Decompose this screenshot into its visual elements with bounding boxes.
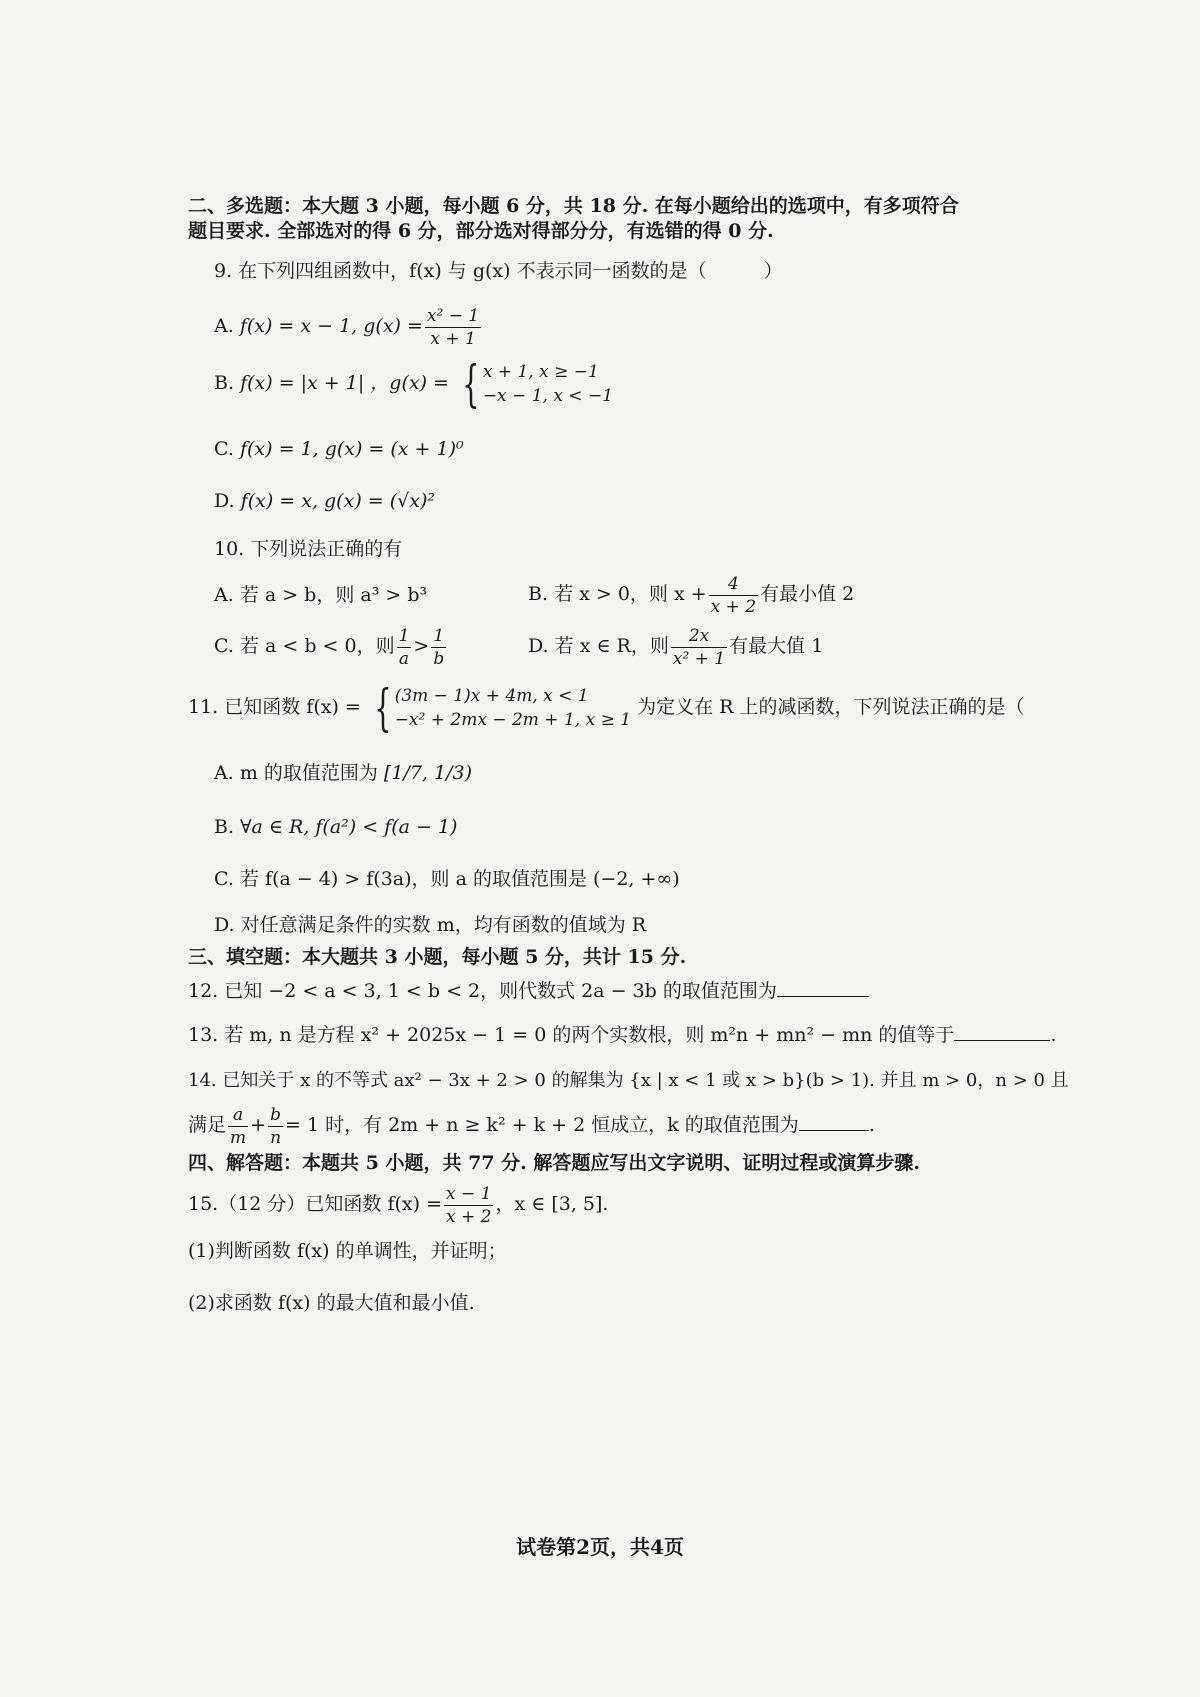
q14-line2-pre: 满足 xyxy=(188,1114,227,1136)
q10-c-fraction-2 xyxy=(431,625,446,670)
q9-b-case1: x + 1, x ≥ −1 xyxy=(482,362,599,382)
q9-d-label: D. xyxy=(214,490,235,512)
q11-option-c xyxy=(214,866,680,892)
q9-a-expr: f(x) = x − 1, g(x) = xyxy=(239,315,423,337)
q15-part2: (2)求函数 f(x) 的最大值和最小值. xyxy=(188,1292,475,1314)
q9-option-a xyxy=(214,302,483,350)
q10-d-pre: 若 x ∈ R，则 xyxy=(554,635,669,657)
q11-b-expr: ∀a ∈ R, f(a²) < f(a − 1) xyxy=(240,816,458,838)
q10-b-denominator: x + 2 xyxy=(710,596,757,617)
q9-option-b xyxy=(214,355,614,413)
q13-line xyxy=(188,1022,1056,1048)
q14-plus: + xyxy=(250,1114,267,1136)
q10-c-gt: > xyxy=(413,635,430,657)
q13-end: . xyxy=(1050,1024,1057,1046)
q9-stem: 9. 在下列四组函数中，f(x) 与 g(x) 不表示同一函数的是（ ） xyxy=(214,260,783,282)
q15-denominator: x + 2 xyxy=(446,1206,492,1227)
q11-post: 为定义在 R 上的减函数，下列说法正确的是（ xyxy=(637,696,1025,718)
q10-a-label: A. xyxy=(214,584,234,606)
q10-stem: 10. 下列说法正确的有 xyxy=(214,538,403,560)
q10-option-d xyxy=(528,622,823,670)
q11-d-expr: 对任意满足条件的实数 m，均有函数的值域为 R xyxy=(240,914,647,936)
section3-heading: 三、填空题：本大题共 3 小题，每小题 5 分，共计 15 分. xyxy=(188,946,687,968)
q10-d-denominator: x² + 1 xyxy=(672,648,726,669)
q11-stem xyxy=(188,679,1025,737)
q9-c-label: C. xyxy=(214,438,234,460)
q14-frac1-numerator: a xyxy=(228,1104,248,1127)
q9-b-cases xyxy=(483,360,613,408)
q15-post: ，x ∈ [3, 5]. xyxy=(495,1193,609,1215)
q11-c-label: C. xyxy=(214,868,234,890)
q11-option-d xyxy=(214,912,646,938)
q9-c-expr: f(x) = 1, g(x) = (x + 1)⁰ xyxy=(239,438,464,460)
q10-c-fraction-1 xyxy=(397,625,412,670)
page-footer: 试卷第2页，共4页 xyxy=(516,1535,684,1559)
q10-d-fraction xyxy=(671,625,727,670)
q13-answer-blank[interactable] xyxy=(954,1022,1050,1041)
q9-a-fraction xyxy=(425,305,481,350)
q12-text: 12. 已知 −2 < a < 3, 1 < b < 2，则代数式 2a − 3b 的取值范围为 xyxy=(188,980,777,1002)
q9-a-label: A. xyxy=(214,315,234,337)
q10-c-pre: 若 a < b < 0，则 xyxy=(239,635,395,657)
q9-option-d xyxy=(214,488,435,514)
q10-d-post: 有最大值 1 xyxy=(729,635,824,657)
q9-b-expr: f(x) = |x + 1| ，g(x) = xyxy=(240,372,449,394)
q10-b-fraction xyxy=(709,573,758,618)
q11-cases xyxy=(395,684,631,732)
q14-line1: 14. 已知关于 x 的不等式 ax² − 3x + 2 > 0 的解集为 {x | x < 1 或 x > b}(b > 1). 并且 m > 0，n > 0 且 xyxy=(188,1070,1069,1091)
q10-c-label: C. xyxy=(214,635,234,657)
q13-text: 13. 若 m, n 是方程 x² + 2025x − 1 = 0 的两个实数根，则 m²n + mn² − mn 的值等于 xyxy=(188,1024,955,1046)
q11-a-label: A. xyxy=(214,762,234,784)
q11-case1: (3m − 1)x + 4m, x < 1 xyxy=(394,686,589,706)
q10-option-a xyxy=(214,582,427,608)
q9-option-c xyxy=(214,436,464,462)
q12-line xyxy=(188,978,869,1004)
q10-a-expr: 若 a > b，则 a³ > b³ xyxy=(239,584,428,606)
q10-c-numerator-1: 1 xyxy=(398,625,410,646)
q14-answer-blank[interactable] xyxy=(799,1112,869,1131)
q9-b-label: B. xyxy=(214,372,235,394)
q11-case2: −x² + 2mx − 2m + 1, x ≥ 1 xyxy=(394,710,632,730)
q14-line2 xyxy=(188,1100,875,1150)
q15-part1: (1)判断函数 f(x) 的单调性，并证明； xyxy=(188,1240,507,1262)
q10-b-pre: 若 x > 0，则 x + xyxy=(554,583,707,605)
q15-stem xyxy=(188,1180,608,1228)
q11-a-pre: m 的取值范围为 xyxy=(239,762,378,784)
section2-heading-line1: 二、多选题：本大题 3 小题，每小题 6 分，共 18 分. 在每小题给出的选项中，有多项符合 xyxy=(188,195,959,217)
q15-fraction xyxy=(444,1183,493,1228)
q9-a-numerator: x² − 1 xyxy=(426,305,480,326)
q11-brace: { xyxy=(374,679,392,737)
q11-d-label: D. xyxy=(214,914,235,936)
q10-b-label: B. xyxy=(528,583,549,605)
q14-fraction-1 xyxy=(228,1104,248,1149)
q14-line2-post: = 1 时，有 2m + n ≥ k² + k + 2 恒成立，k 的取值范围为 xyxy=(285,1114,799,1136)
q11-pre: 11. 已知函数 f(x) = xyxy=(188,696,361,718)
q9-a-denominator: x + 1 xyxy=(430,328,476,349)
q14-end: . xyxy=(868,1114,875,1136)
q10-b-post: 有最小值 2 xyxy=(760,583,855,605)
q10-d-numerator: 2x xyxy=(671,625,727,648)
q10-option-c xyxy=(214,622,448,670)
q15-pre: 15.（12 分）已知函数 f(x) = xyxy=(188,1193,443,1215)
q11-c-expr: 若 f(a − 4) > f(3a)，则 a 的取值范围是 (−2, +∞) xyxy=(239,868,680,890)
q10-c-numerator-2: 1 xyxy=(431,625,446,648)
q9-b-case2: −x − 1, x < −1 xyxy=(482,386,614,406)
q10-b-numerator: 4 xyxy=(709,573,758,596)
q10-c-denominator-1: a xyxy=(398,648,410,669)
q14-frac2-numerator: b xyxy=(268,1104,283,1127)
q11-a-value: [1/7, 1/3) xyxy=(383,762,472,784)
section4-heading: 四、解答题：本题共 5 小题，共 77 分. 解答题应写出文字说明、证明过程或演算步骤. xyxy=(188,1152,920,1174)
section2-heading-line2: 题目要求. 全部选对的得 6 分，部分选对得部分分，有选错的得 0 分. xyxy=(188,220,774,242)
q11-option-a xyxy=(214,760,472,786)
q9-b-brace: { xyxy=(462,355,480,413)
q14-fraction-2 xyxy=(268,1104,283,1149)
q10-option-b xyxy=(528,570,854,618)
q14-frac1-denominator: m xyxy=(230,1127,247,1148)
q11-b-label: B. xyxy=(214,816,235,838)
q10-c-denominator-2: b xyxy=(433,648,445,669)
q11-option-b xyxy=(214,814,457,840)
q12-answer-blank[interactable] xyxy=(777,978,869,997)
q14-frac2-denominator: n xyxy=(270,1127,282,1148)
q10-d-label: D. xyxy=(528,635,549,657)
q9-d-expr: f(x) = x, g(x) = (√x)² xyxy=(240,490,435,512)
q15-numerator: x − 1 xyxy=(446,1183,492,1204)
